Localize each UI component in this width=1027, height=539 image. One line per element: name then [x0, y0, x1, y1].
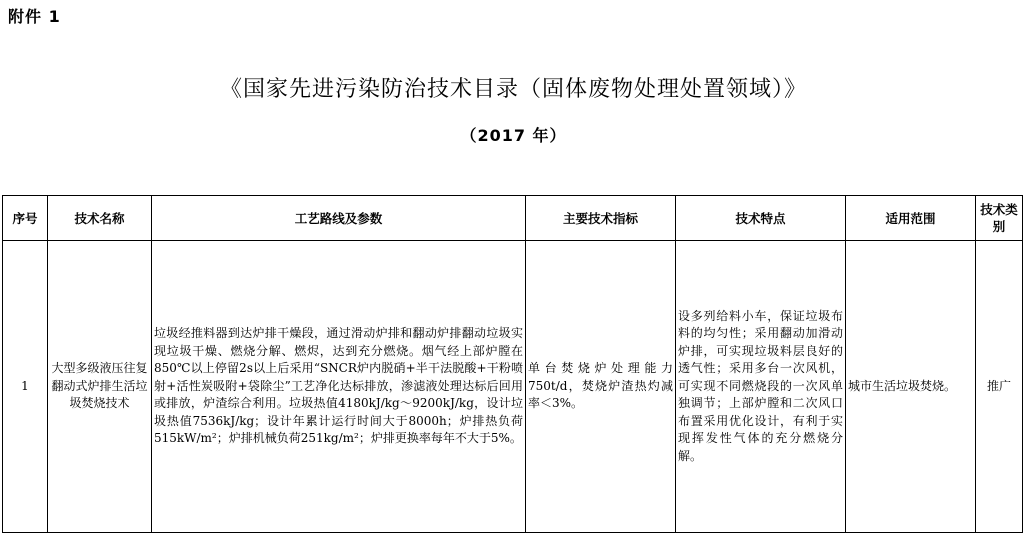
cell-indicators: 单台焚烧炉处理能力750t/d，焚烧炉渣热灼减率＜3%。: [526, 241, 676, 533]
header-index: 序号: [3, 196, 48, 241]
header-indicators: 主要技术指标: [526, 196, 676, 241]
header-category: 技术类别: [976, 196, 1023, 241]
header-process: 工艺路线及参数: [152, 196, 526, 241]
document-subtitle: （2017 年）: [460, 126, 567, 145]
table-row: [3, 241, 1023, 533]
cell-tech-name: 大型多级液压往复翻动式炉排生活垃圾焚烧技术: [48, 241, 152, 533]
cell-process: 垃圾经推料器到达炉排干燥段，通过滑动炉排和翻动炉排翻动垃圾实现垃圾干燥、燃烧分解、燃烬，达到充分燃烧。烟气经上部炉膛在850℃以上停留2s以上后采用“SNCR炉内脱硝+半干法脱酸+干粉喷射+活性炭吸附+袋除尘”工艺净化达标排放，渗滤液处理达标后回用或排放，炉渣综合利用。垃圾热值4180kJ/kg～9200kJ/kg，设计垃圾热值7536kJ/kg；设计年累计运行时间大于8000h；炉排热负荷515kW/m²；炉排机械负荷251kg/m²；炉排更换率每年不大于5%。: [152, 241, 526, 533]
cell-features: 设多列给料小车，保证垃圾布料的均匀性；采用翻动加滑动炉排，可实现垃圾料层良好的透气性；采用多台一次风机，可实现不同燃烧段的一次风单独调节；上部炉膛和二次风口布置采用优化设计，有利于实现挥发性气体的充分燃烧分解。: [676, 241, 846, 533]
technology-catalog-table: [2, 195, 1023, 533]
document-title: 《国家先进污染防治技术目录（固体废物处理处置领域）》: [219, 77, 807, 102]
cell-index: 1: [3, 241, 48, 533]
cell-category: 推广: [976, 241, 1023, 533]
header-tech-name: 技术名称: [48, 196, 152, 241]
attachment-label: 附件 1: [8, 7, 61, 26]
header-features: 技术特点: [676, 196, 846, 241]
cell-scope: 城市生活垃圾焚烧。: [846, 241, 976, 533]
header-scope: 适用范围: [846, 196, 976, 241]
table-header-row: [3, 196, 1023, 241]
